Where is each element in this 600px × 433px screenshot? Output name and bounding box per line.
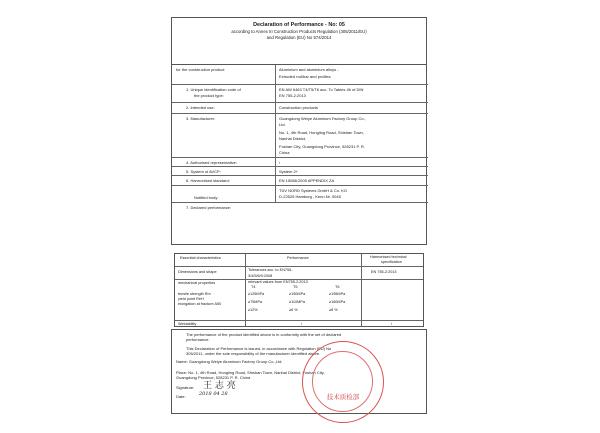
t6-elongation: ≥8 % <box>329 308 338 312</box>
mechanical-header: relevant values from EN755-2:2013 <box>248 280 308 284</box>
column-essential-characteristics: Essential characteristics <box>180 256 221 260</box>
weldability-row <box>175 320 423 327</box>
manufacturer-name-line: Name: Guangdong Weiye Aluminum Factory Group Co.,Ltd. <box>176 359 283 364</box>
dimensions-performance-2: 3/4/5/6/9:2008 <box>248 273 273 278</box>
temper-t4: T4 <box>251 285 256 289</box>
temper-t6: T6 <box>335 285 340 289</box>
column-harmonised-spec-1: Harmonised technical <box>370 254 407 259</box>
authorised-rep-label: 4. Authorised representative: <box>186 159 237 165</box>
avcp-value: System 2+ <box>279 168 299 174</box>
mechanical-row <box>175 279 423 320</box>
temper-t5: T5 <box>293 285 298 289</box>
construction-product-value-2: Extruded rod/bar and profiles <box>279 74 331 79</box>
manufacturer-label: 3. Manufacturer: <box>186 116 216 121</box>
conformity-line-2: performance. <box>186 337 210 342</box>
mechanical-label: mechanical properties <box>178 281 216 285</box>
unique-id-value-1: EN AW 6463 T4/T5/T6 acc. To Tables 46 of DIN <box>279 87 364 92</box>
performance-header-row <box>175 254 423 266</box>
t4-elongation: ≥12% <box>248 308 258 312</box>
header-line-2: and Regulation (EU) No 574/2014 <box>266 35 332 41</box>
intended-use-label: 2. Intended use: <box>186 105 215 110</box>
row-intended-use <box>172 102 428 113</box>
column-performance: Performance <box>287 256 309 260</box>
dimensions-label: Dimensions and shape <box>178 270 217 274</box>
manufacturer-value-3: No. 1, 4th Road, Hongling Road, Shishan Town, <box>279 130 364 135</box>
yield-point-label: yield point ReH <box>178 297 204 301</box>
t4-reh: ≥75MPa <box>248 300 263 304</box>
t6-reh: ≥160MPa <box>329 300 346 304</box>
row-authorised-rep <box>172 157 428 166</box>
t4-rm: ≥125MPa <box>248 292 265 296</box>
declared-performance-label: 7. Declared performance: <box>186 205 232 210</box>
row-notified-body <box>172 185 428 202</box>
issuance-line-1: This Declaration of Performance is issued, in accordance with Regulation (EU) No <box>186 346 332 351</box>
document-title: Declaration of Performance - No: 05 <box>253 22 345 28</box>
weldability-spec: / <box>391 322 393 326</box>
unique-id-label-2: the product type: <box>194 93 224 98</box>
manufacturer-value-5: Foshan City, Guangdong Province, 528231 P. R. <box>279 144 365 149</box>
authorised-rep-value: / <box>279 159 281 165</box>
notified-body-value-1: TÜV NORD Systems GmbH & Co. KG <box>279 188 348 193</box>
elongation-label: elongation at fracture A50 <box>178 302 222 306</box>
weldability-label: Weldability <box>178 322 197 326</box>
seal-text: 技术质检部 <box>326 393 360 401</box>
dimensions-performance-1: Tolerances acc. to EN755- <box>248 268 293 272</box>
row-declared-performance <box>172 202 428 245</box>
t5-reh: ≥110MPa <box>289 300 305 304</box>
header-line-1: according to Annex III Construction Products Regulation (305/2011/EU) <box>231 29 367 34</box>
harmonised-standard-value: EN 15088:2005 APPENDIX ZA <box>279 178 335 183</box>
harmonised-standard-label: 6. Harmonised standard: <box>186 178 230 183</box>
row-unique-id <box>172 84 428 102</box>
row-construction-product <box>172 65 428 84</box>
row-harmonised-standard <box>172 175 428 185</box>
manufacturer-value-2: Ltd. <box>279 122 286 127</box>
construction-product-label: for the construction product <box>176 67 225 72</box>
t5-rm: ≥150MPa <box>289 292 306 296</box>
manufacturer-value-4: Nanhai District, <box>279 136 307 141</box>
date-label: Date: <box>176 394 186 399</box>
manufacturer-value-1: Guangdong Weiye Aluminum Factory Group Co., <box>279 116 366 121</box>
issuance-line-2: 305/2011, under the sole responsibility of the manufacturer identified above. <box>186 351 321 356</box>
intended-use-value: Construction products <box>279 105 318 110</box>
unique-id-label-1: 1. Unique identification code of <box>186 87 241 92</box>
manufacturer-value-6: China <box>279 150 290 155</box>
t5-elongation: ≥6 % <box>289 308 298 312</box>
t6-rm: ≥195MPa <box>329 292 346 296</box>
document-header <box>171 17 427 65</box>
row-avcp <box>172 166 428 175</box>
row-manufacturer <box>172 113 428 157</box>
place-line-2: Guangdong Province, 528231 P. R. China <box>176 375 251 380</box>
avcp-label: 5. System of AVCP: <box>186 168 221 174</box>
weldability-value: / <box>301 322 303 326</box>
performance-table <box>174 253 424 327</box>
footer-section <box>171 329 427 414</box>
tensile-strength-label: tensile strength Rm <box>178 292 211 296</box>
construction-product-value-1: Aluminium and aluminium alloys - <box>279 67 339 72</box>
handwritten-date: 2018 04 28 <box>199 391 228 397</box>
dimensions-spec: EN 755-2:2013 <box>371 270 397 274</box>
dimensions-row <box>175 266 423 279</box>
handwritten-signature: 王 志 亮 <box>203 381 236 391</box>
declaration-document <box>171 17 427 414</box>
signature-label: Signature: <box>176 385 195 390</box>
place-line-1: Place: No. 1, 4th Road, Hongling Road, Shishan Town, Nanhai District, Foshan City, <box>176 370 325 375</box>
column-harmonised-spec-2: specification <box>381 259 402 264</box>
notified-body-label: Notified body: <box>194 195 219 200</box>
unique-id-value-2: EN 755-2:2013 <box>279 93 306 98</box>
conformity-line-1: The performance of the product identified above is in conformity with the set of declared <box>186 332 342 337</box>
notified-body-value-2: D-22525 Hamburg , Kenn.Nr. 0045 <box>279 194 341 199</box>
company-seal <box>302 341 384 423</box>
info-table <box>171 65 427 245</box>
